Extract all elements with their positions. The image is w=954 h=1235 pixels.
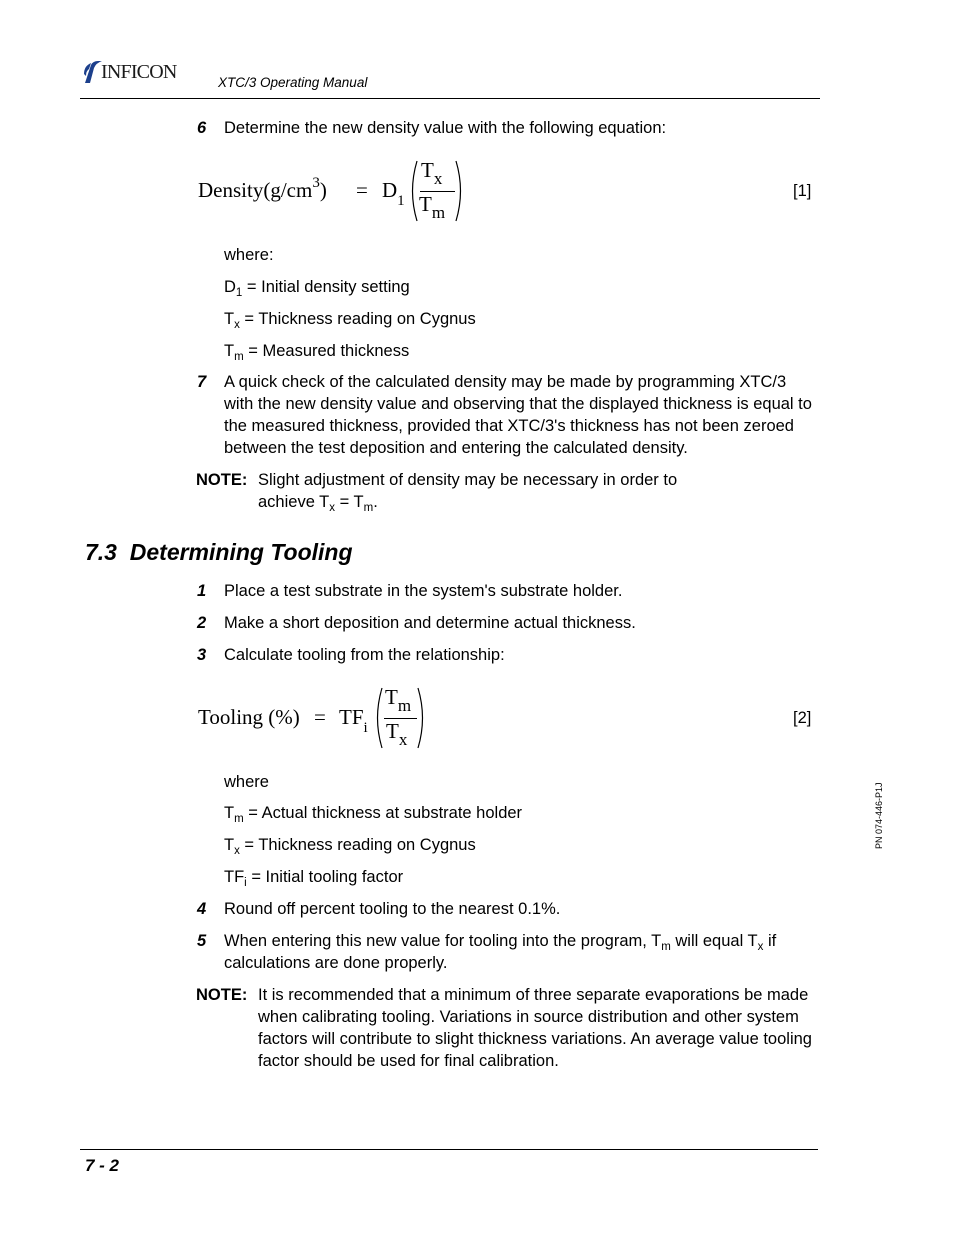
where-item: $T_m$ = Measured thickness	[224, 342, 410, 363]
step-number: 1	[197, 582, 207, 600]
header-rule	[80, 98, 820, 99]
step-text: When entering this new value for tooling into the program, $T_m$ will equal $T_x$ if calculations are done properly.	[224, 932, 777, 972]
where-item: $D_1$ = Initial density setting	[224, 278, 410, 299]
step-number: 6	[197, 119, 207, 137]
step-number: 3	[197, 646, 207, 664]
eq-denominator: $T_x$	[386, 719, 408, 749]
step-text: Calculate tooling from the relationship:	[224, 646, 505, 664]
eq-lhs: Tooling (%)	[198, 705, 300, 729]
part-number-label: PN 074-446-P1J	[874, 782, 884, 849]
step-text: Make a short deposition and determine actual thickness.	[224, 614, 636, 632]
step-text: Determine the new density value with the following equation:	[224, 119, 667, 137]
paren-right-icon	[416, 686, 428, 750]
where-item: $TF_i$ = Initial tooling factor	[224, 868, 404, 889]
eq-equals: =	[356, 178, 368, 202]
step-number: 7	[197, 373, 207, 391]
note-text: Slight adjustment of density may be necessary in order to	[258, 471, 678, 489]
eq-equals: =	[314, 705, 326, 729]
where-item: $T_m$ = Actual thickness at substrate holder	[224, 804, 523, 825]
equation-label: [1]	[793, 182, 812, 200]
manual-title: XTC/3 Operating Manual	[218, 75, 368, 90]
step-number: 2	[197, 614, 207, 632]
brand-name: INFICON	[101, 61, 177, 83]
eq-numerator: $T_x$	[421, 158, 443, 188]
where-item: $T_x$ = Thickness reading on Cygnus	[224, 310, 476, 331]
eq-denominator: $T_m$	[419, 192, 446, 222]
step-number: 5	[197, 932, 207, 950]
step-text: A quick check of the calculated density may be made by programming XTC/3 with the new density value and observing that the displayed thickness is equal to the measured thickness, provided that XTC/3's thickness has not been zeroed between the test deposition and entering the calculated density.	[224, 373, 812, 457]
paren-right-icon	[454, 159, 466, 223]
step-text: Round off percent tooling to the nearest 0.1%.	[224, 900, 561, 918]
equation-density	[198, 158, 468, 224]
step-text: Place a test substrate in the system's substrate holder.	[224, 582, 623, 600]
note-label: NOTE:	[196, 986, 248, 1004]
paren-left-icon	[372, 686, 384, 750]
where-item: $T_x$ = Thickness reading on Cygnus	[224, 836, 476, 857]
where-intro: where:	[224, 246, 274, 264]
note-text: It is recommended that a minimum of three separate evaporations be made when calibrating tooling. Variations in source distribution and other system factors will contribute to slight thickness variations. An average value tooling factor should be used for final calibration.	[258, 986, 812, 1070]
equation-tooling	[198, 685, 428, 751]
note-label: NOTE:	[196, 471, 248, 489]
equation-label: [2]	[793, 709, 812, 727]
where-intro: where	[224, 773, 269, 791]
step-number: 4	[197, 900, 207, 918]
section-heading: 7.3 Determining Tooling	[85, 539, 353, 565]
page-number: 7 - 2	[85, 1156, 120, 1175]
eq-numerator: $T_m$	[385, 685, 412, 715]
eq-lhs: $Density(g/cm^3)$	[198, 175, 327, 202]
eq-coef: $D_1$	[382, 178, 405, 209]
note-text: achieve $T_x = T_m$.	[258, 493, 378, 514]
paren-left-icon	[407, 159, 419, 223]
footer-rule	[80, 1149, 818, 1150]
eq-coef: $TF_i$	[339, 705, 368, 736]
